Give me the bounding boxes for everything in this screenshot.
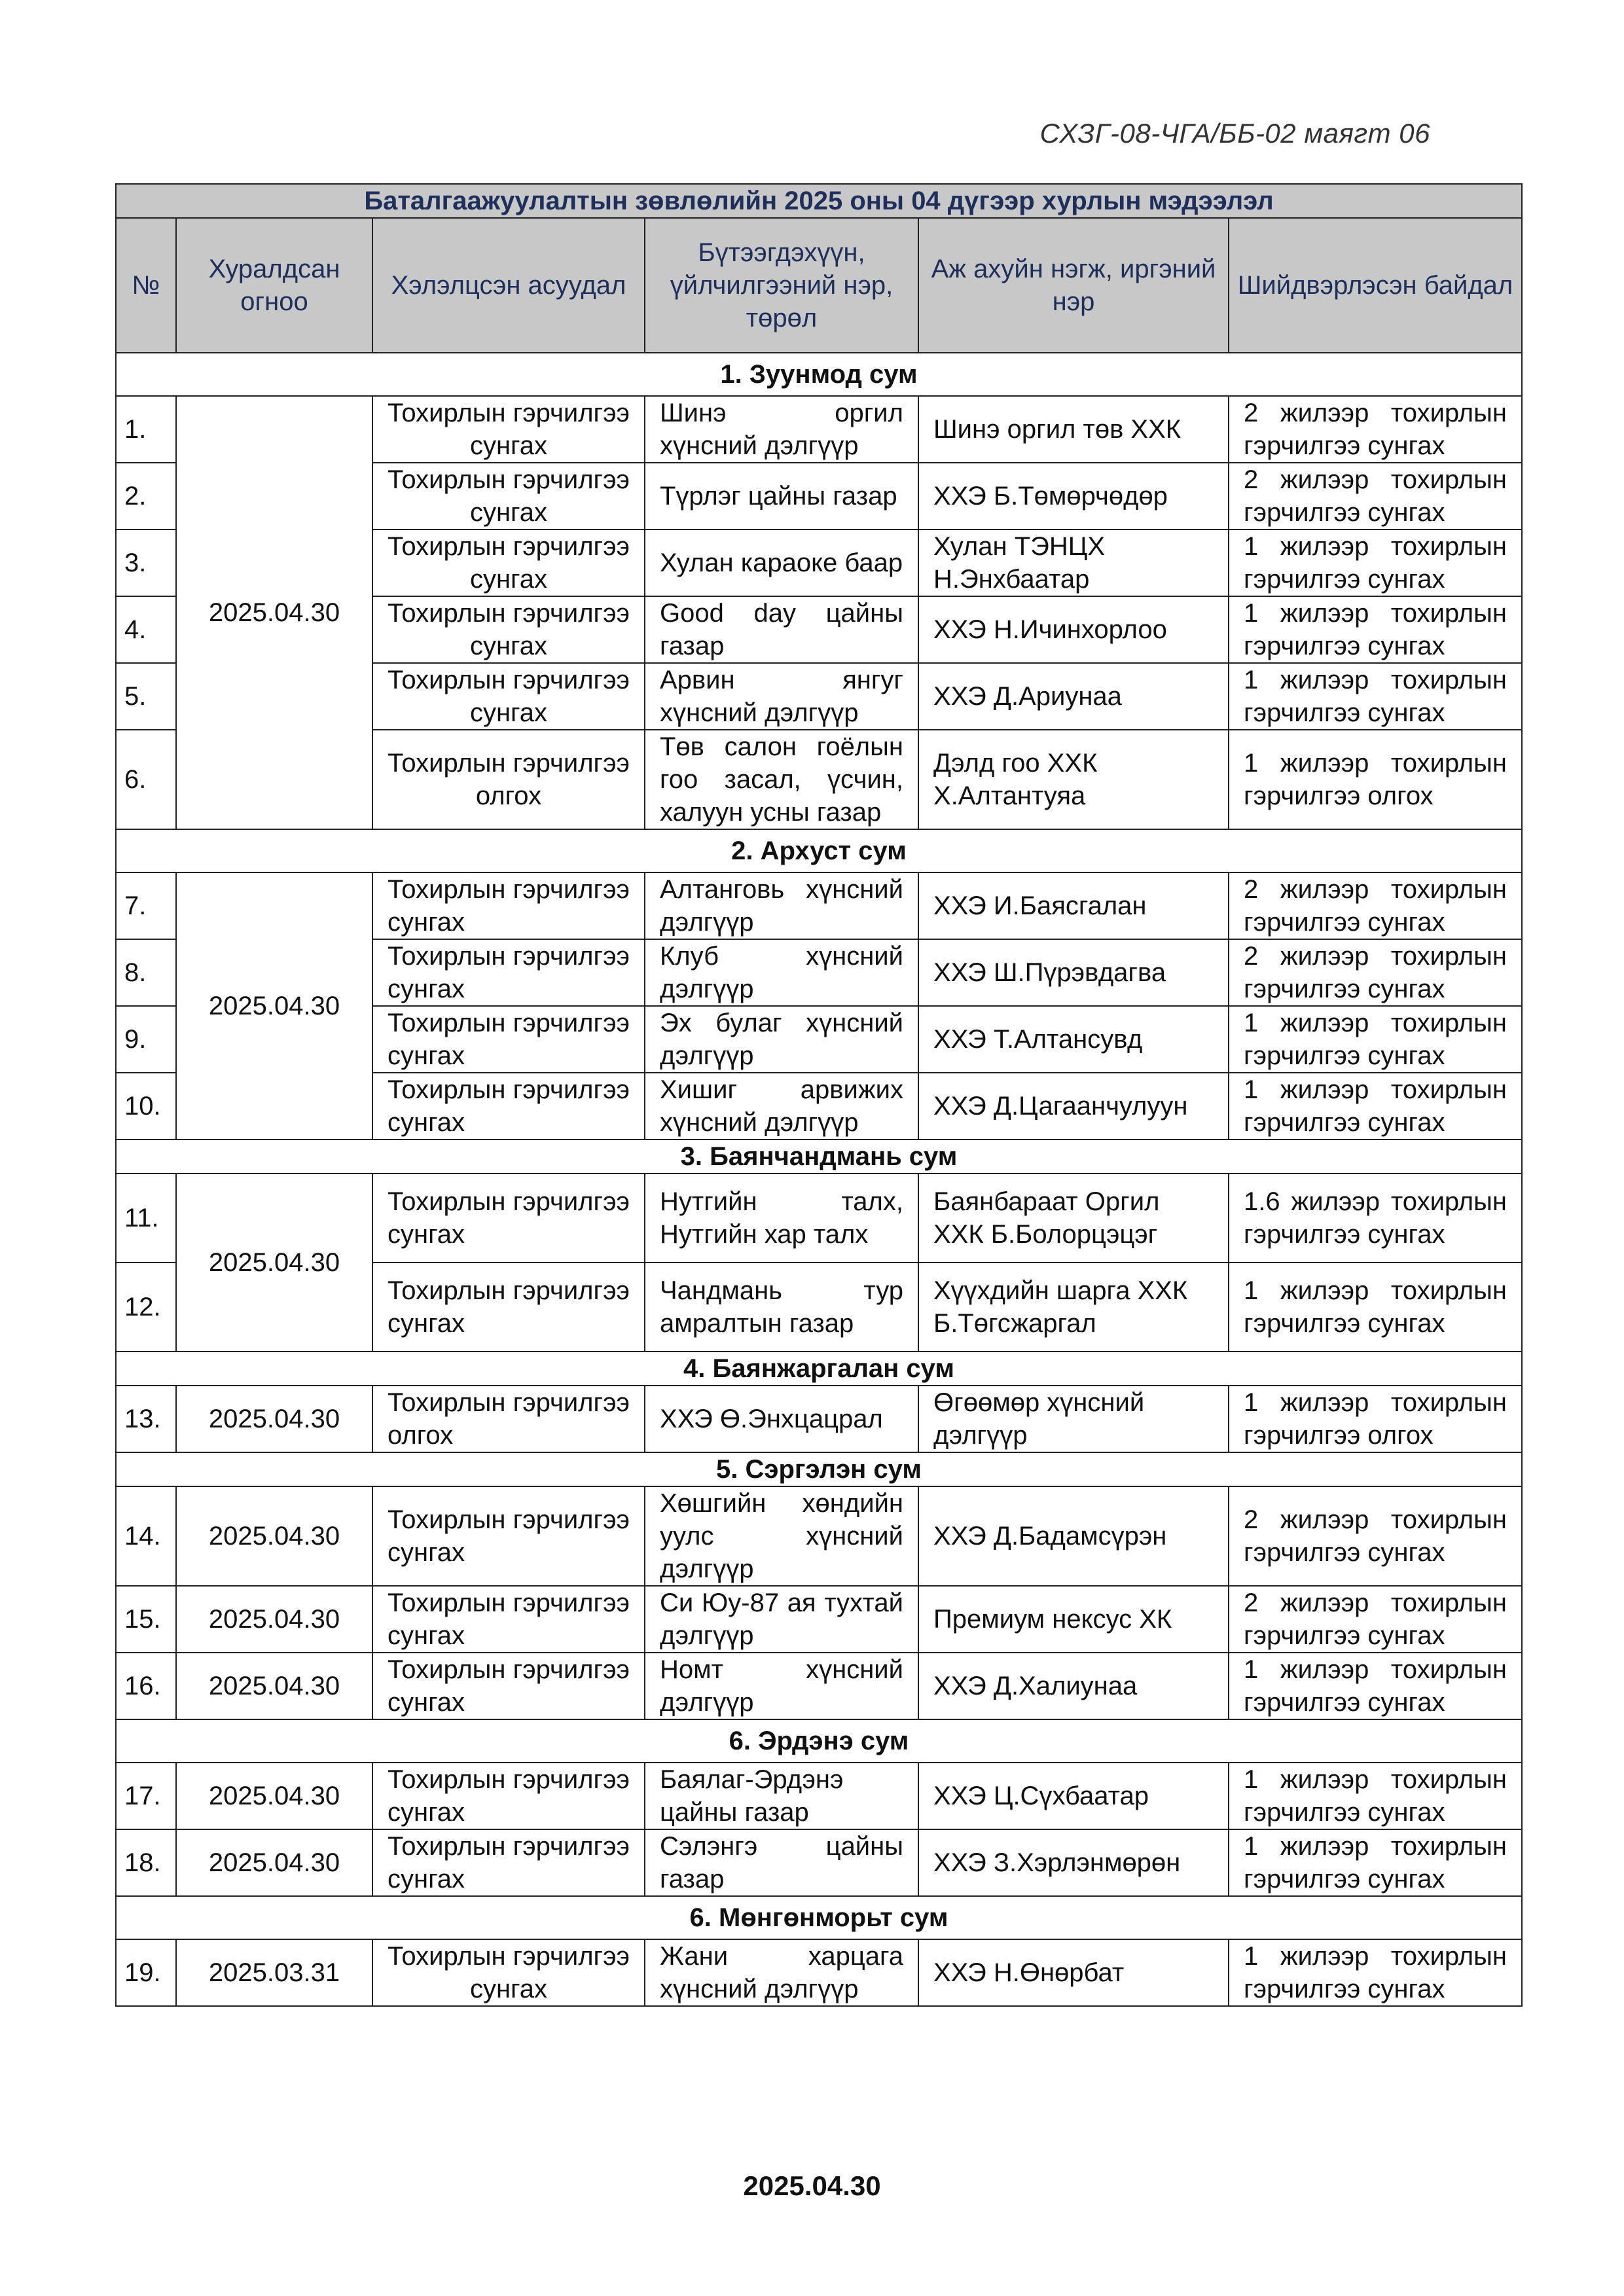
entity-cell: ХХЭ Б.Төмөрчөдөр bbox=[918, 463, 1229, 529]
issue-cell: Тохирлын гэрчилгээ сунгах bbox=[372, 1073, 645, 1139]
meeting-date: 2025.04.30 bbox=[176, 1174, 372, 1352]
entity-cell: ХХЭ Н.Өнөрбат bbox=[918, 1939, 1229, 2006]
row-number: 16. bbox=[116, 1653, 176, 1719]
table-row bbox=[116, 872, 1522, 939]
issue-cell: Тохирлын гэрчилгээ сунгах bbox=[372, 939, 645, 1006]
decision-cell: 2 жилээр тохирлын гэрчилгээ сунгах bbox=[1229, 1486, 1522, 1586]
section-row bbox=[116, 353, 1522, 396]
header-meeting-date: Хуралдсан огноо bbox=[176, 218, 372, 353]
product-cell: Алтанговь хүнсний дэлгүүр bbox=[645, 872, 918, 939]
table-body bbox=[116, 184, 1522, 2006]
product-cell: Хөшгийн хөндийн уулс хүнсний дэлгүүр bbox=[645, 1486, 918, 1586]
table-row bbox=[116, 396, 1522, 463]
entity-cell: Баянбараат Оргил ХХК Б.Болорцэцэг bbox=[918, 1174, 1229, 1263]
entity-cell: ХХЭ Д.Цагаанчулуун bbox=[918, 1073, 1229, 1139]
entity-cell: Хүүхдийн шарга ХХК Б.Төгсжаргал bbox=[918, 1263, 1229, 1352]
decision-cell: 1.6 жилээр тохирлын гэрчилгээ сунгах bbox=[1229, 1174, 1522, 1263]
meeting-date: 2025.04.30 bbox=[176, 1653, 372, 1719]
product-cell: Эх булаг хүнсний дэлгүүр bbox=[645, 1006, 918, 1073]
row-number: 12. bbox=[116, 1263, 176, 1352]
issue-cell: Тохирлын гэрчилгээ сунгах bbox=[372, 596, 645, 663]
issue-cell: Тохирлын гэрчилгээ сунгах bbox=[372, 1174, 645, 1263]
row-number: 18. bbox=[116, 1829, 176, 1896]
table-row bbox=[116, 1763, 1522, 1829]
issue-cell: Тохирлын гэрчилгээ олгох bbox=[372, 730, 645, 829]
meeting-date: 2025.04.30 bbox=[176, 396, 372, 829]
issue-cell: Тохирлын гэрчилгээ сунгах bbox=[372, 1829, 645, 1896]
header-product: Бүтээгдэхүүн, үйлчилгээний нэр, төрөл bbox=[645, 218, 918, 353]
issue-cell: Тохирлын гэрчилгээ сунгах bbox=[372, 1486, 645, 1586]
issue-cell: Тохирлын гэрчилгээ сунгах bbox=[372, 663, 645, 730]
meeting-date: 2025.04.30 bbox=[176, 1486, 372, 1586]
row-number: 1. bbox=[116, 396, 176, 463]
section-row bbox=[116, 1719, 1522, 1763]
issue-cell: Тохирлын гэрчилгээ сунгах bbox=[372, 1653, 645, 1719]
product-cell: Нутгийн талх, Нутгийн хар талх bbox=[645, 1174, 918, 1263]
entity-cell: Дэлд гоо ХХК Х.Алтантуяа bbox=[918, 730, 1229, 829]
issue-cell: Тохирлын гэрчилгээ сунгах bbox=[372, 529, 645, 596]
product-cell: Баялаг-Эрдэнэ цайны газар bbox=[645, 1763, 918, 1829]
decision-cell: 1 жилээр тохирлын гэрчилгээ сунгах bbox=[1229, 1073, 1522, 1139]
decision-cell: 1 жилээр тохирлын гэрчилгээ сунгах bbox=[1229, 1829, 1522, 1896]
meeting-date: 2025.04.30 bbox=[176, 872, 372, 1139]
product-cell: ХХЭ Ө.Энхцацрал bbox=[645, 1386, 918, 1452]
entity-cell: Өгөөмөр хүнсний дэлгүүр bbox=[918, 1386, 1229, 1452]
row-number: 5. bbox=[116, 663, 176, 730]
product-cell: Арвин янгуг хүнсний дэлгүүр bbox=[645, 663, 918, 730]
issue-cell: Тохирлын гэрчилгээ сунгах bbox=[372, 1763, 645, 1829]
form-code: СХЗГ-08-ЧГА/ББ-02 маягт 06 bbox=[1039, 118, 1430, 149]
product-cell: Хишиг арвижих хүнсний дэлгүүр bbox=[645, 1073, 918, 1139]
product-cell: Си Юу-87 ая тухтай дэлгүүр bbox=[645, 1586, 918, 1653]
table-row bbox=[116, 1174, 1522, 1263]
product-cell: Төв салон гоёлын гоо засал, үсчин, халуун усны газар bbox=[645, 730, 918, 829]
issue-cell: Тохирлын гэрчилгээ сунгах bbox=[372, 396, 645, 463]
meeting-date: 2025.04.30 bbox=[176, 1586, 372, 1653]
meeting-date: 2025.04.30 bbox=[176, 1763, 372, 1829]
issue-cell: Тохирлын гэрчилгээ сунгах bbox=[372, 1006, 645, 1073]
product-cell: Клуб хүнсний дэлгүүр bbox=[645, 939, 918, 1006]
entity-cell: Премиум нексус ХК bbox=[918, 1586, 1229, 1653]
product-cell: Шинэ оргил хүнсний дэлгүүр bbox=[645, 396, 918, 463]
decision-cell: 1 жилээр тохирлын гэрчилгээ сунгах bbox=[1229, 1006, 1522, 1073]
section-title: 6. Эрдэнэ сум bbox=[116, 1719, 1522, 1763]
table-title: Баталгаажуулалтын зөвлөлийн 2025 оны 04 дүгээр хурлын мэдээлэл bbox=[116, 184, 1522, 218]
section-row bbox=[116, 1452, 1522, 1486]
table-header-row bbox=[116, 218, 1522, 353]
meeting-date: 2025.04.30 bbox=[176, 1386, 372, 1452]
row-number: 17. bbox=[116, 1763, 176, 1829]
decision-cell: 1 жилээр тохирлын гэрчилгээ сунгах bbox=[1229, 1263, 1522, 1352]
header-number: № bbox=[116, 218, 176, 353]
entity-cell: ХХЭ З.Хэрлэнмөрөн bbox=[918, 1829, 1229, 1896]
entity-cell: ХХЭ Д.Ариунаа bbox=[918, 663, 1229, 730]
row-number: 9. bbox=[116, 1006, 176, 1073]
product-cell: Жани харцага хүнсний дэлгүүр bbox=[645, 1939, 918, 2006]
issue-cell: Тохирлын гэрчилгээ сунгах bbox=[372, 463, 645, 529]
table-row bbox=[116, 1386, 1522, 1452]
section-title: 1. Зуунмод сум bbox=[116, 353, 1522, 396]
product-cell: Good day цайны газар bbox=[645, 596, 918, 663]
entity-cell: ХХЭ Д.Бадамсүрэн bbox=[918, 1486, 1229, 1586]
decision-cell: 1 жилээр тохирлын гэрчилгээ сунгах bbox=[1229, 596, 1522, 663]
product-cell: Түрлэг цайны газар bbox=[645, 463, 918, 529]
issue-cell: Тохирлын гэрчилгээ сунгах bbox=[372, 1939, 645, 2006]
table-row bbox=[116, 1939, 1522, 2006]
issue-cell: Тохирлын гэрчилгээ олгох bbox=[372, 1386, 645, 1452]
row-number: 6. bbox=[116, 730, 176, 829]
entity-cell: ХХЭ Ц.Сүхбаатар bbox=[918, 1763, 1229, 1829]
section-title: 5. Сэргэлэн сум bbox=[116, 1452, 1522, 1486]
meeting-info-table bbox=[115, 183, 1523, 2007]
entity-cell: ХХЭ Д.Халиунаа bbox=[918, 1653, 1229, 1719]
section-row bbox=[116, 1352, 1522, 1386]
section-title: 6. Мөнгөнморьт сум bbox=[116, 1896, 1522, 1939]
decision-cell: 1 жилээр тохирлын гэрчилгээ сунгах bbox=[1229, 1653, 1522, 1719]
section-title: 3. Баянчандмань сум bbox=[116, 1139, 1522, 1174]
row-number: 10. bbox=[116, 1073, 176, 1139]
decision-cell: 1 жилээр тохирлын гэрчилгээ сунгах bbox=[1229, 529, 1522, 596]
product-cell: Сэлэнгэ цайны газар bbox=[645, 1829, 918, 1896]
decision-cell: 1 жилээр тохирлын гэрчилгээ олгох bbox=[1229, 1386, 1522, 1452]
entity-cell: Шинэ оргил төв ХХК bbox=[918, 396, 1229, 463]
row-number: 13. bbox=[116, 1386, 176, 1452]
section-title: 4. Баянжаргалан сум bbox=[116, 1352, 1522, 1386]
product-cell: Номт хүнсний дэлгүүр bbox=[645, 1653, 918, 1719]
table-row bbox=[116, 1586, 1522, 1653]
decision-cell: 2 жилээр тохирлын гэрчилгээ сунгах bbox=[1229, 1586, 1522, 1653]
section-title: 2. Архуст сум bbox=[116, 829, 1522, 872]
row-number: 15. bbox=[116, 1586, 176, 1653]
issue-cell: Тохирлын гэрчилгээ сунгах bbox=[372, 872, 645, 939]
section-row bbox=[116, 1139, 1522, 1174]
table-row bbox=[116, 1653, 1522, 1719]
table-row bbox=[116, 1829, 1522, 1896]
table-row bbox=[116, 1486, 1522, 1586]
header-issue: Хэлэлцсэн асуудал bbox=[372, 218, 645, 353]
decision-cell: 1 жилээр тохирлын гэрчилгээ сунгах bbox=[1229, 663, 1522, 730]
meeting-date: 2025.04.30 bbox=[176, 1829, 372, 1896]
entity-cell: Хулан ТЭНЦХ Н.Энхбаатар bbox=[918, 529, 1229, 596]
header-entity: Аж ахуйн нэгж, иргэний нэр bbox=[918, 218, 1229, 353]
entity-cell: ХХЭ Ш.Пүрэвдагва bbox=[918, 939, 1229, 1006]
row-number: 8. bbox=[116, 939, 176, 1006]
table-title-row bbox=[116, 184, 1522, 218]
row-number: 19. bbox=[116, 1939, 176, 2006]
decision-cell: 2 жилээр тохирлын гэрчилгээ сунгах bbox=[1229, 872, 1522, 939]
row-number: 11. bbox=[116, 1174, 176, 1263]
decision-cell: 2 жилээр тохирлын гэрчилгээ сунгах bbox=[1229, 396, 1522, 463]
row-number: 2. bbox=[116, 463, 176, 529]
issue-cell: Тохирлын гэрчилгээ сунгах bbox=[372, 1586, 645, 1653]
entity-cell: ХХЭ Т.Алтансувд bbox=[918, 1006, 1229, 1073]
row-number: 7. bbox=[116, 872, 176, 939]
section-row bbox=[116, 829, 1522, 872]
decision-cell: 1 жилээр тохирлын гэрчилгээ сунгах bbox=[1229, 1763, 1522, 1829]
product-cell: Чандмань тур амралтын газар bbox=[645, 1263, 918, 1352]
decision-cell: 1 жилээр тохирлын гэрчилгээ сунгах bbox=[1229, 1939, 1522, 2006]
row-number: 4. bbox=[116, 596, 176, 663]
footer-date: 2025.04.30 bbox=[743, 2170, 881, 2201]
issue-cell: Тохирлын гэрчилгээ сунгах bbox=[372, 1263, 645, 1352]
decision-cell: 2 жилээр тохирлын гэрчилгээ сунгах bbox=[1229, 463, 1522, 529]
section-row bbox=[116, 1896, 1522, 1939]
row-number: 14. bbox=[116, 1486, 176, 1586]
decision-cell: 2 жилээр тохирлын гэрчилгээ сунгах bbox=[1229, 939, 1522, 1006]
decision-cell: 1 жилээр тохирлын гэрчилгээ олгох bbox=[1229, 730, 1522, 829]
meeting-date: 2025.03.31 bbox=[176, 1939, 372, 2006]
header-decision: Шийдвэрлэсэн байдал bbox=[1229, 218, 1522, 353]
product-cell: Хулан караоке баар bbox=[645, 529, 918, 596]
entity-cell: ХХЭ Н.Ичинхорлоо bbox=[918, 596, 1229, 663]
entity-cell: ХХЭ И.Баясгалан bbox=[918, 872, 1229, 939]
row-number: 3. bbox=[116, 529, 176, 596]
